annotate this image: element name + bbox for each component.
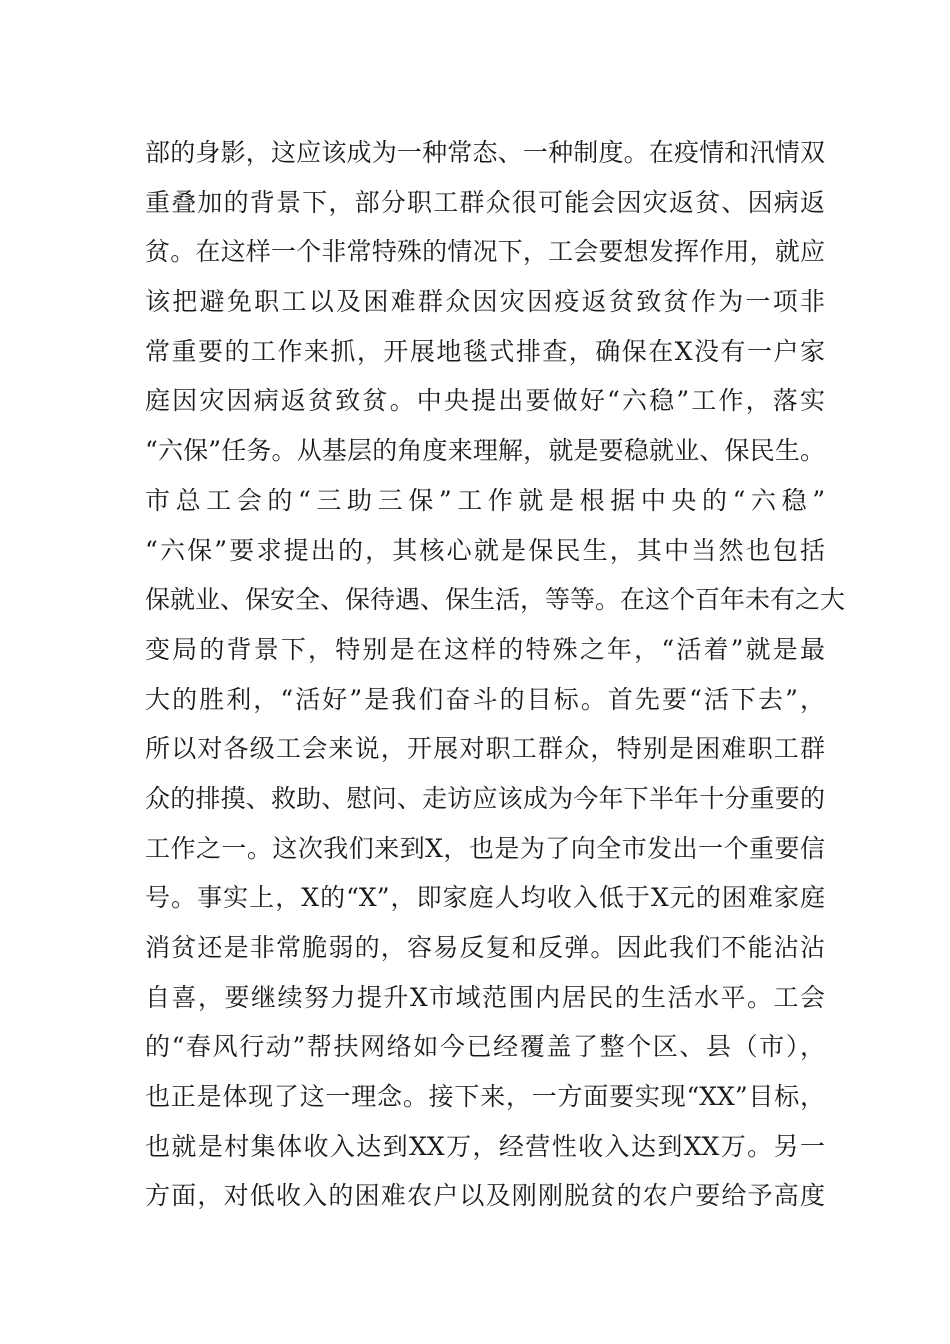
text-line: 也就是村集体收入达到XX万，经营性收入达到XX万。另一: [145, 1131, 825, 1161]
text-line: 庭因灾因病返贫致贫。中央提出要做好“六稳”工作，落实: [145, 386, 825, 416]
text-line: 众的排摸、救助、慰问、走访应该成为今年下半年十分重要的: [145, 783, 825, 813]
text-line: 方面，对低收入的困难农户以及刚刚脱贫的农户要给予高度: [145, 1181, 825, 1211]
text-line: 常重要的工作来抓，开展地毯式排查，确保在X没有一户家: [145, 336, 825, 366]
text-line: 重叠加的背景下，部分职工群众很可能会因灾返贫、因病返: [145, 187, 825, 217]
text-line: 保就业、保安全、保待遇、保生活，等等。在这个百年未有之大: [145, 585, 846, 615]
text-line: 贫。在这样一个非常特殊的情况下，工会要想发挥作用，就应: [145, 237, 825, 267]
text-line: 也正是体现了这一理念。接下来，一方面要实现“XX”目标，: [145, 1082, 825, 1112]
text-line: 工作之一。这次我们来到X，也是为了向全市发出一个重要信: [145, 833, 825, 863]
text-line: 消贫还是非常脆弱的，容易反复和反弹。因此我们不能沾沾: [145, 933, 825, 962]
text-line: 该把避免职工以及困难群众因灾因疫返贫致贫作为一项非: [145, 287, 825, 317]
text-line: 所以对各级工会来说，开展对职工群众，特别是困难职工群: [145, 734, 825, 764]
text-line: 自喜，要继续努力提升X市域范围内居民的生活水平。工会: [145, 982, 825, 1012]
body-text: [145, 128, 846, 1221]
text-line: “六保”任务。从基层的角度来理解，就是要稳就业、保民生。: [145, 436, 825, 466]
text-line: 市总工会的“三助三保”工作就是根据中央的“六稳”: [145, 485, 825, 515]
text-line: 号。事实上，X的“X”，即家庭人均收入低于X元的困难家庭: [145, 883, 825, 913]
text-line: “六保”要求提出的，其核心就是保民生，其中当然也包括: [145, 535, 825, 565]
text-line: 大的胜利，“活好”是我们奋斗的目标。首先要“活下去”，: [145, 684, 825, 714]
text-line: 的“春风行动”帮扶网络如今已经覆盖了整个区、县（市），: [145, 1032, 825, 1062]
text-line: 变局的背景下，特别是在这样的特殊之年，“活着”就是最: [145, 634, 825, 664]
text-line: 部的身影，这应该成为一种常态、一种制度。在疫情和汛情双: [145, 138, 825, 167]
